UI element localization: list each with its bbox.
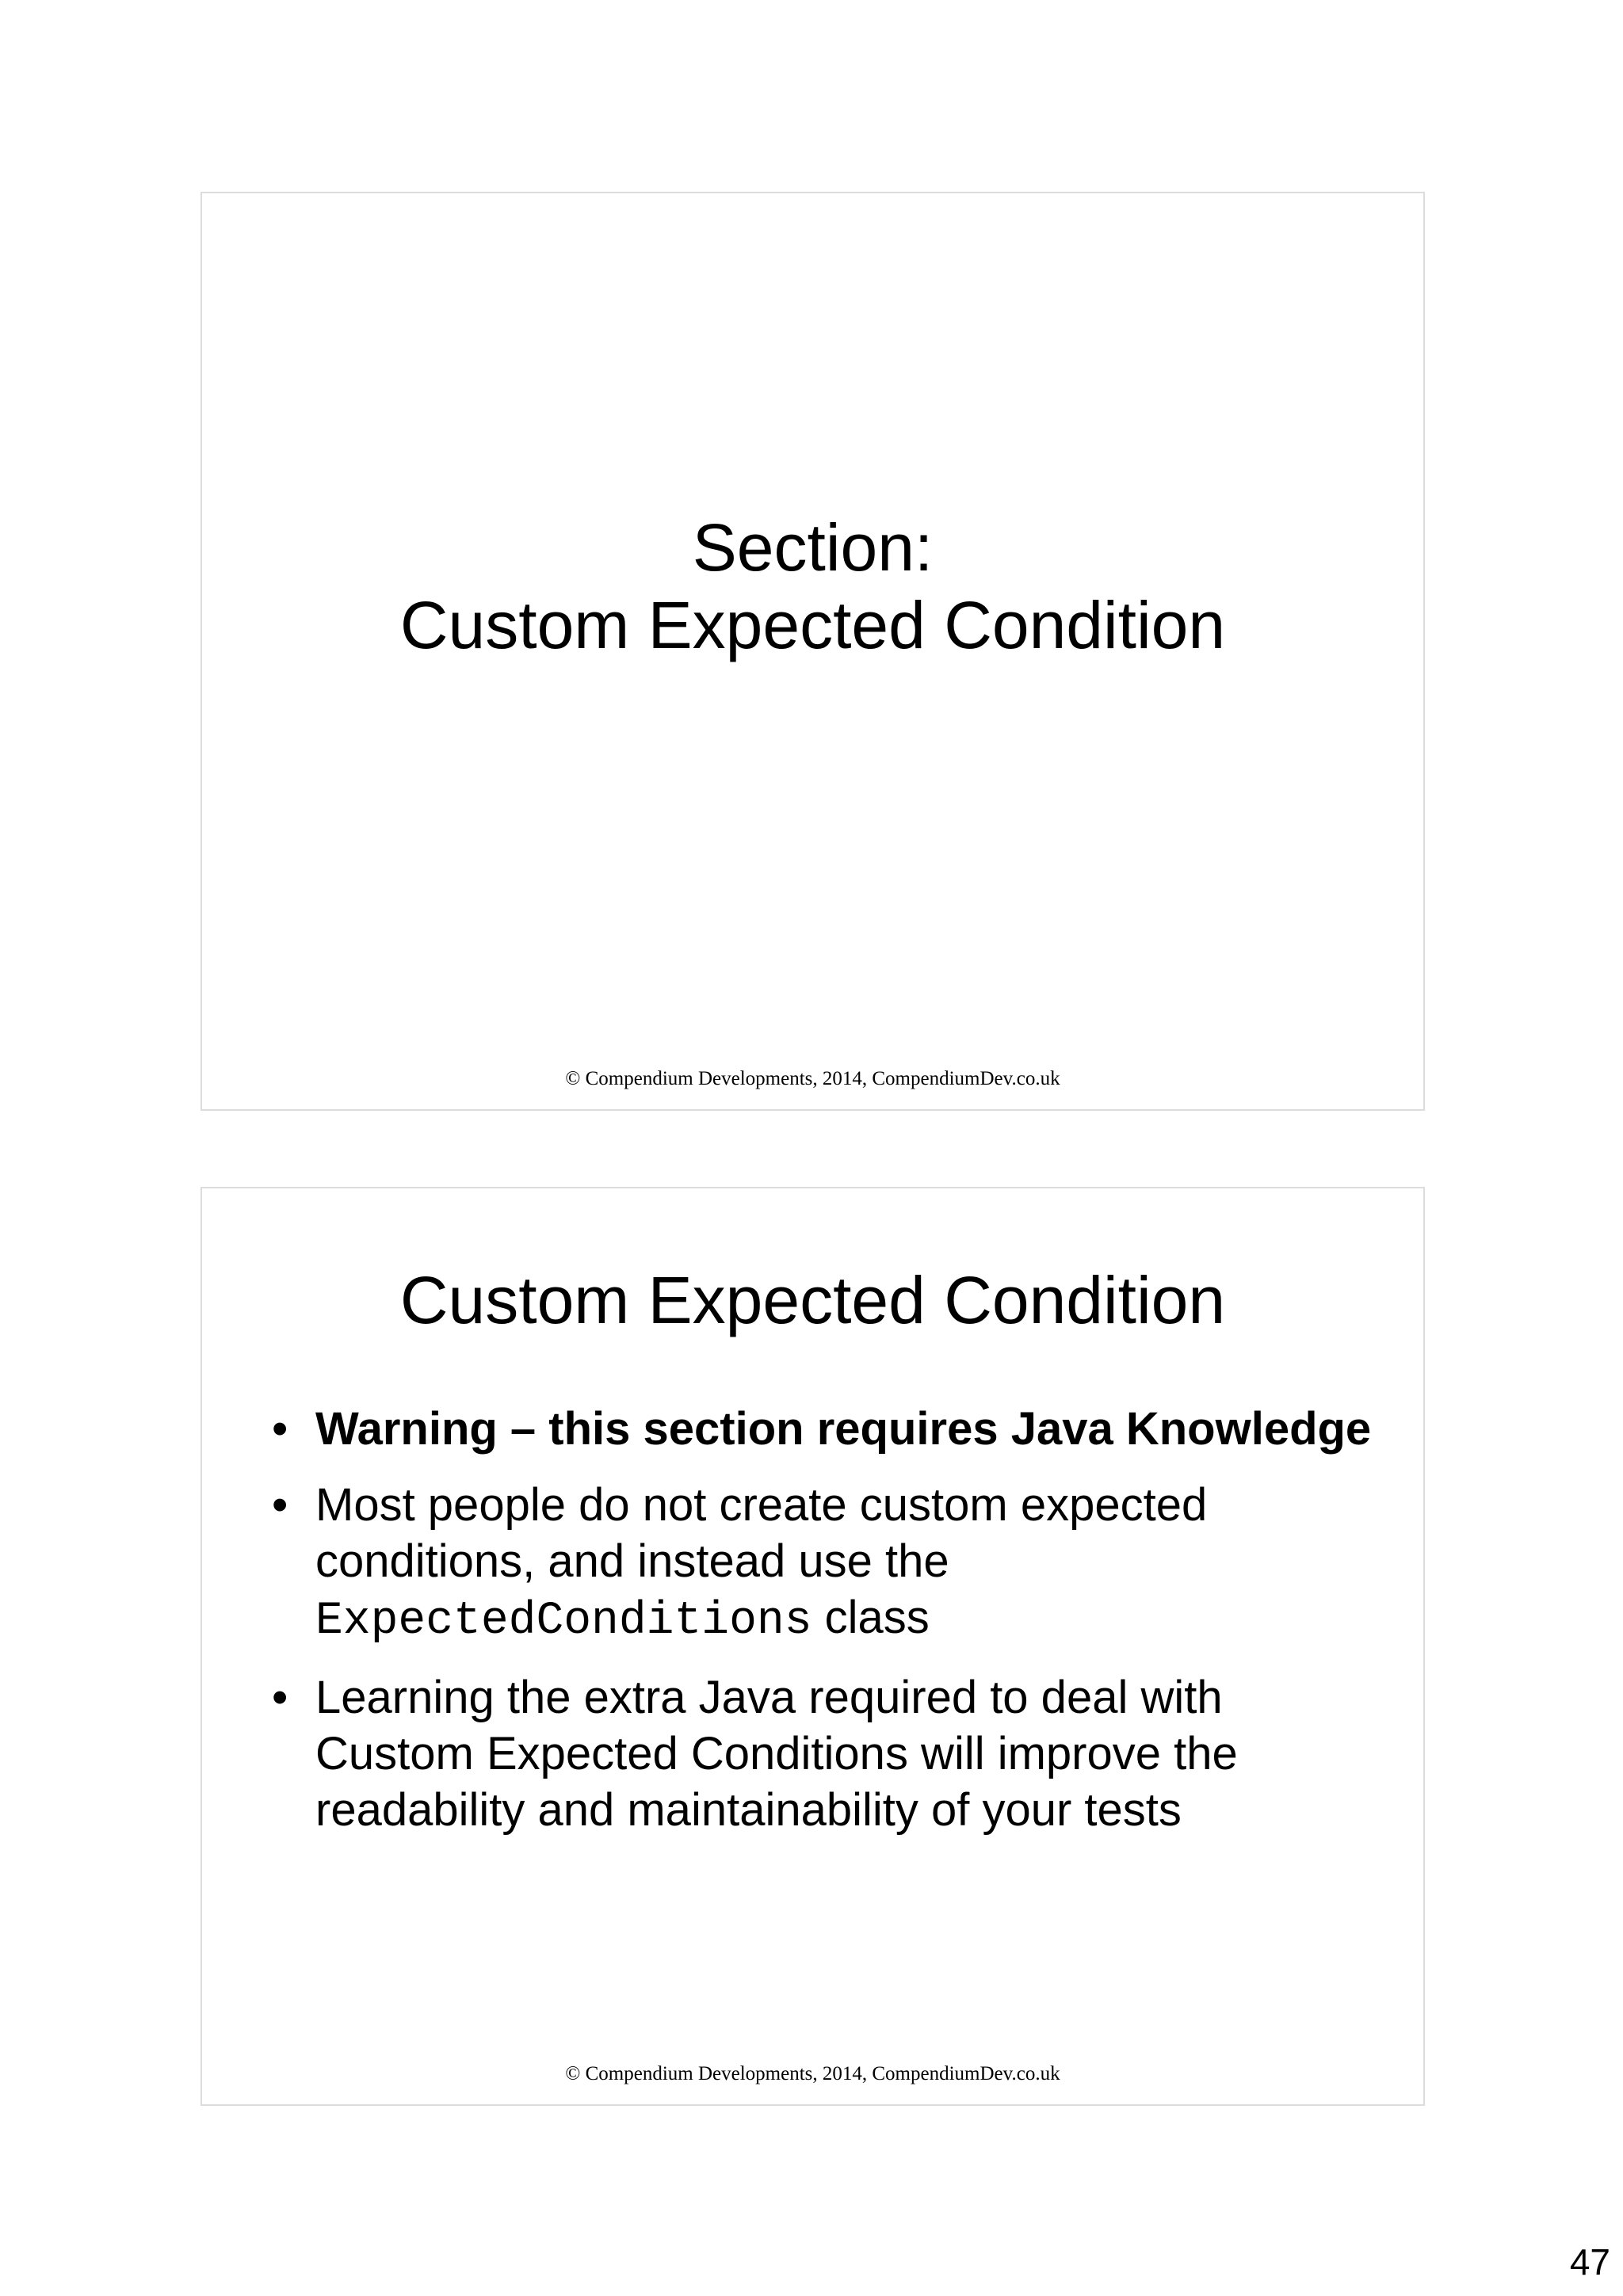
slide-custom-expected-condition <box>200 1187 1425 2106</box>
bullet-text: Learning the extra Java required to deal with Custom Expected Conditions will improve the readability and maintainability of your tests <box>315 1672 1238 1836</box>
slide-footer-copyright: © Compendium Developments, 2014, CompendiumDev.co.uk <box>565 2063 1060 2084</box>
bullet-icon: • <box>272 1479 288 1531</box>
bullet-item-learning <box>265 1669 1391 1838</box>
bullet-text-suffix: class <box>812 1592 930 1643</box>
code-class-name: ExpectedConditions <box>315 1596 812 1647</box>
slide-section-title <box>200 192 1425 1111</box>
section-title <box>202 509 1423 664</box>
bullet-item-most-people <box>265 1477 1391 1650</box>
slide-title: Custom Expected Condition <box>399 1263 1226 1337</box>
section-title-line-2: Custom Expected Condition <box>399 588 1226 662</box>
section-title-line-1: Section: <box>692 510 934 585</box>
bullet-list <box>265 1401 1391 1858</box>
bullet-icon: • <box>272 1672 288 1723</box>
bullet-item-warning <box>265 1401 1391 1457</box>
bullet-icon: • <box>272 1403 288 1455</box>
bullet-text: Most people do not create custom expected conditions, and instead use the <box>315 1479 1208 1587</box>
slide-footer-copyright: © Compendium Developments, 2014, CompendiumDev.co.uk <box>565 1068 1060 1089</box>
bullet-text: Warning – this section requires Java Knowledge <box>315 1403 1372 1455</box>
page-number: 47 <box>1569 2241 1610 2283</box>
